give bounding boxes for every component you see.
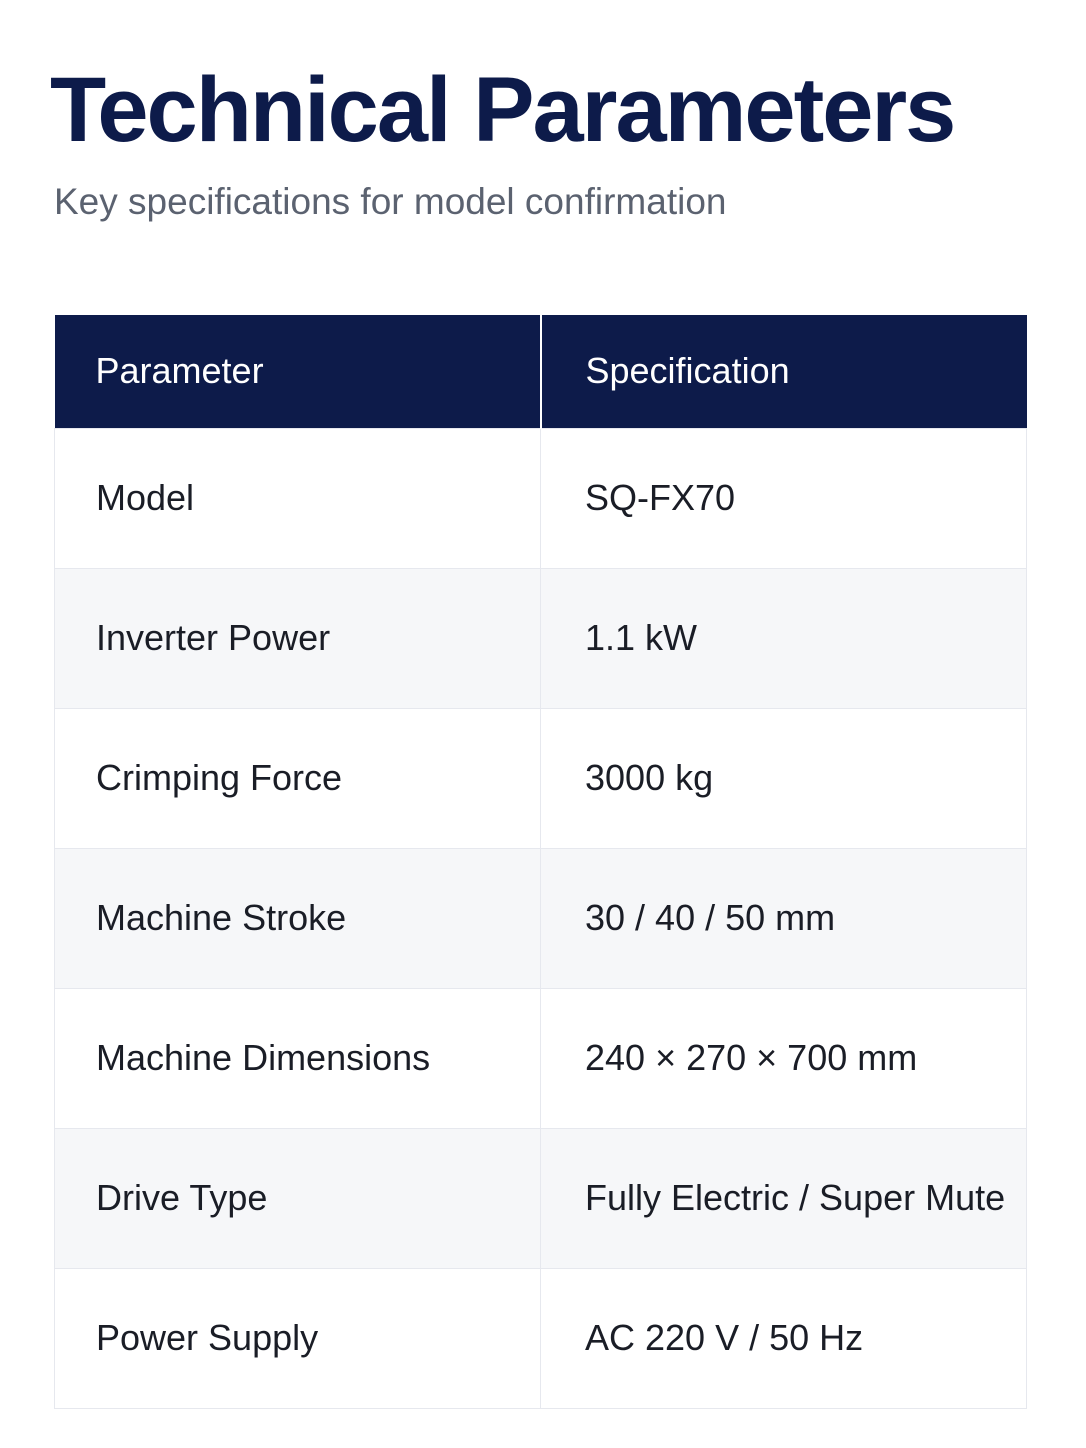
parameter-cell: Inverter Power (55, 568, 541, 708)
table-row (55, 848, 1027, 988)
table-row (55, 988, 1027, 1128)
page-title: Technical Parameters (50, 59, 955, 161)
table-row (55, 1128, 1027, 1268)
specification-cell: SQ-FX70 (541, 428, 1027, 568)
specification-cell: 1.1 kW (541, 568, 1027, 708)
page-subtitle: Key specifications for model confirmation (54, 181, 727, 222)
parameter-cell: Power Supply (55, 1268, 541, 1408)
column-header-parameter: Parameter (55, 315, 541, 428)
table-row (55, 428, 1027, 568)
parameter-cell: Model (55, 428, 541, 568)
specification-cell: 240 × 270 × 700 mm (541, 988, 1027, 1128)
specification-cell: 30 / 40 / 50 mm (541, 848, 1027, 988)
table-row (55, 568, 1027, 708)
parameter-cell: Drive Type (55, 1128, 541, 1268)
table-body (55, 428, 1027, 1408)
specification-cell: AC 220 V / 50 Hz (541, 1268, 1027, 1408)
spec-table (54, 315, 1027, 1409)
header-row (55, 315, 1027, 428)
table-row (55, 1268, 1027, 1408)
parameter-cell: Crimping Force (55, 708, 541, 848)
table-row (55, 708, 1027, 848)
parameter-cell: Machine Stroke (55, 848, 541, 988)
specification-cell: 3000 kg (541, 708, 1027, 848)
table-header (55, 315, 1027, 428)
column-header-specification: Specification (541, 315, 1027, 428)
parameter-cell: Machine Dimensions (55, 988, 541, 1128)
specification-cell: Fully Electric / Super Mute (541, 1128, 1027, 1268)
